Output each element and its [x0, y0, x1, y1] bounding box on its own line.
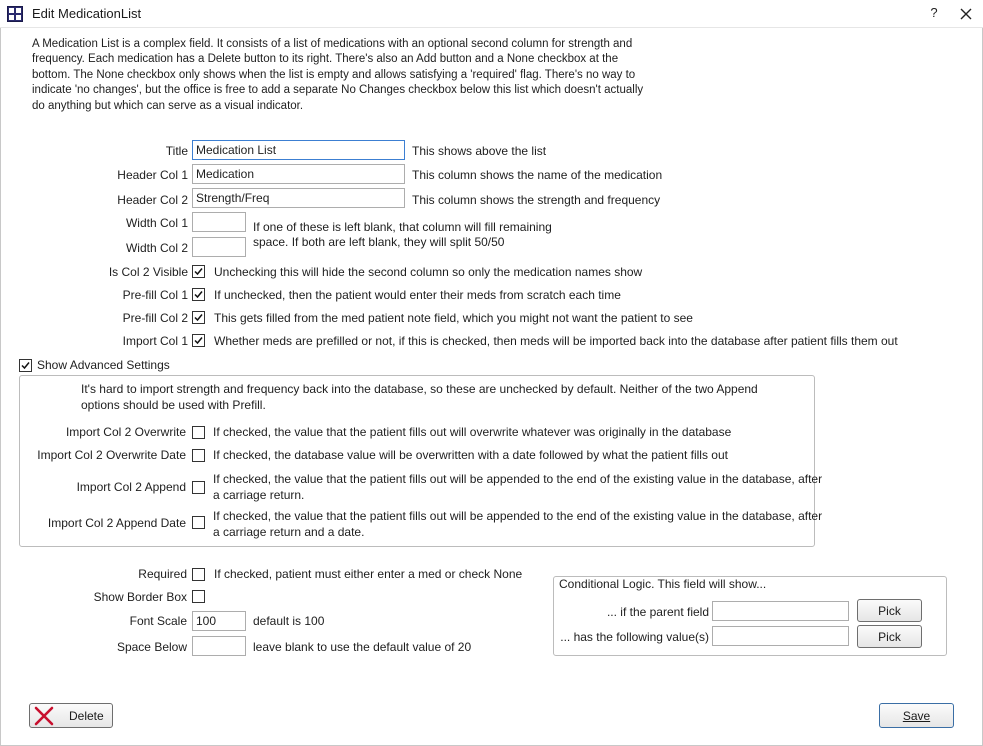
required-label: Required — [138, 567, 187, 581]
title-label: Title — [165, 144, 188, 158]
width-col2-input[interactable] — [192, 237, 246, 257]
save-button[interactable] — [879, 703, 954, 728]
values-label: ... has the following value(s) — [560, 630, 709, 644]
pick-values-button[interactable]: Pick — [857, 625, 922, 648]
width-col1-label: Width Col 1 — [125, 216, 188, 230]
show-border-box-checkbox[interactable] — [192, 590, 205, 603]
width-col1-input[interactable] — [192, 212, 246, 232]
prefill-col1-hint: If unchecked, then the patient would enter their meds from scratch each time — [214, 288, 621, 302]
required-checkbox[interactable] — [192, 568, 205, 581]
close-icon[interactable] — [955, 3, 977, 25]
is-col2-visible-checkbox[interactable] — [192, 265, 205, 278]
checkmark-icon — [20, 360, 31, 371]
import-col1-label: Import Col 1 — [122, 334, 188, 348]
values-input[interactable] — [712, 626, 849, 646]
checkmark-icon — [193, 266, 204, 277]
header-col1-hint: This column shows the name of the medication — [412, 168, 663, 182]
prefill-col2-hint: This gets filled from the med patient note field, which you might not want the patient to see — [214, 311, 693, 325]
delete-button[interactable] — [29, 703, 113, 728]
append-label: Import Col 2 Append — [76, 480, 186, 494]
prefill-col2-checkbox[interactable] — [192, 311, 205, 324]
header-col2-input[interactable] — [192, 188, 405, 208]
header-col1-label: Header Col 1 — [117, 168, 188, 182]
font-scale-label: Font Scale — [129, 614, 187, 628]
delete-x-icon — [34, 706, 54, 726]
overwrite-label: Import Col 2 Overwrite — [65, 425, 186, 439]
advanced-note-line1: It's hard to import strength and frequency back into the database, so these are unchecked by default. Neither of the two Append — [81, 382, 758, 396]
app-grid-icon — [7, 6, 23, 22]
font-scale-input[interactable] — [192, 611, 246, 631]
font-scale-hint: default is 100 — [253, 614, 325, 628]
header-col1-input[interactable] — [192, 164, 405, 184]
checkmark-icon — [193, 289, 204, 300]
advanced-note-line2: options should be used with Prefill. — [81, 398, 266, 412]
checkmark-icon — [193, 335, 204, 346]
window-title: Edit MedicationList — [32, 6, 142, 21]
append-date-checkbox[interactable] — [192, 516, 205, 529]
title-hint: This shows above the list — [412, 144, 547, 158]
is-col2-visible-hint: Unchecking this will hide the second column so only the medication names show — [214, 265, 643, 279]
pick-parent-button[interactable]: Pick — [857, 599, 922, 622]
overwrite-date-checkbox[interactable] — [192, 449, 205, 462]
required-hint: If checked, patient must either enter a med or check None — [214, 567, 523, 581]
show-advanced-label: Show Advanced Settings — [37, 358, 170, 372]
overwrite-checkbox[interactable] — [192, 426, 205, 439]
overwrite-date-hint: If checked, the database value will be overwritten with a date followed by what the patient fills out — [213, 448, 728, 462]
append-date-hint-line1: If checked, the value that the patient fills out will be appended to the end of the existing value in the database, after — [213, 509, 823, 523]
overwrite-hint: If checked, the value that the patient fills out will overwrite whatever was originally in the database — [213, 425, 732, 439]
show-advanced-checkbox[interactable] — [19, 359, 32, 372]
parent-field-label: ... if the parent field — [606, 605, 709, 619]
space-below-input[interactable] — [192, 636, 246, 656]
prefill-col2-label: Pre-fill Col 2 — [122, 311, 188, 325]
header-col2-label: Header Col 2 — [117, 193, 188, 207]
description-text: A Medication List is a complex field. It consists of a list of medications with an optional second column for strength and frequency. Each medication has a Delete button to its right. There's also an Add button and a None checkbox at the bottom. The None checkbox only shows when the list is empty and allows satisfying a 'required' flag. There's no way to indicate 'no changes', but the office is free to add a separate No Changes checkbox below this list which doesn't actually do anything but which can serve as a visual indicator. — [32, 38, 644, 112]
width-hint-line1: If one of these is left blank, that column will fill remaining — [253, 220, 552, 234]
delete-button-label: Delete — [69, 709, 104, 723]
width-hint-line2: space. If both are left blank, they will split 50/50 — [253, 235, 505, 249]
overwrite-date-label: Import Col 2 Overwrite Date — [37, 448, 186, 462]
space-below-hint: leave blank to use the default value of 20 — [253, 640, 472, 654]
append-date-label: Import Col 2 Append Date — [47, 516, 186, 530]
prefill-col1-checkbox[interactable] — [192, 288, 205, 301]
is-col2-visible-label: Is Col 2 Visible — [108, 265, 188, 279]
parent-field-input[interactable] — [712, 601, 849, 621]
conditional-title: Conditional Logic. This field will show... — [559, 577, 767, 591]
prefill-col1-label: Pre-fill Col 1 — [122, 288, 188, 302]
title-bar — [0, 0, 983, 28]
space-below-label: Space Below — [116, 640, 187, 654]
show-border-box-label: Show Border Box — [93, 590, 187, 604]
save-button-label: Save — [902, 708, 931, 723]
header-col2-hint: This column shows the strength and frequency — [412, 193, 661, 207]
import-col1-hint: Whether meds are prefilled or not, if this is checked, then meds will be imported back into the database after patient fills them out — [214, 334, 898, 348]
width-col2-label: Width Col 2 — [125, 241, 188, 255]
checkmark-icon — [193, 312, 204, 323]
help-button[interactable]: ? — [930, 5, 938, 20]
append-checkbox[interactable] — [192, 481, 205, 494]
import-col1-checkbox[interactable] — [192, 334, 205, 347]
append-hint-line2: a carriage return. — [213, 488, 305, 502]
title-input[interactable] — [192, 140, 405, 160]
append-date-hint-line2: a carriage return and a date. — [213, 525, 365, 539]
append-hint-line1: If checked, the value that the patient fills out will be appended to the end of the existing value in the database, after — [213, 472, 823, 486]
